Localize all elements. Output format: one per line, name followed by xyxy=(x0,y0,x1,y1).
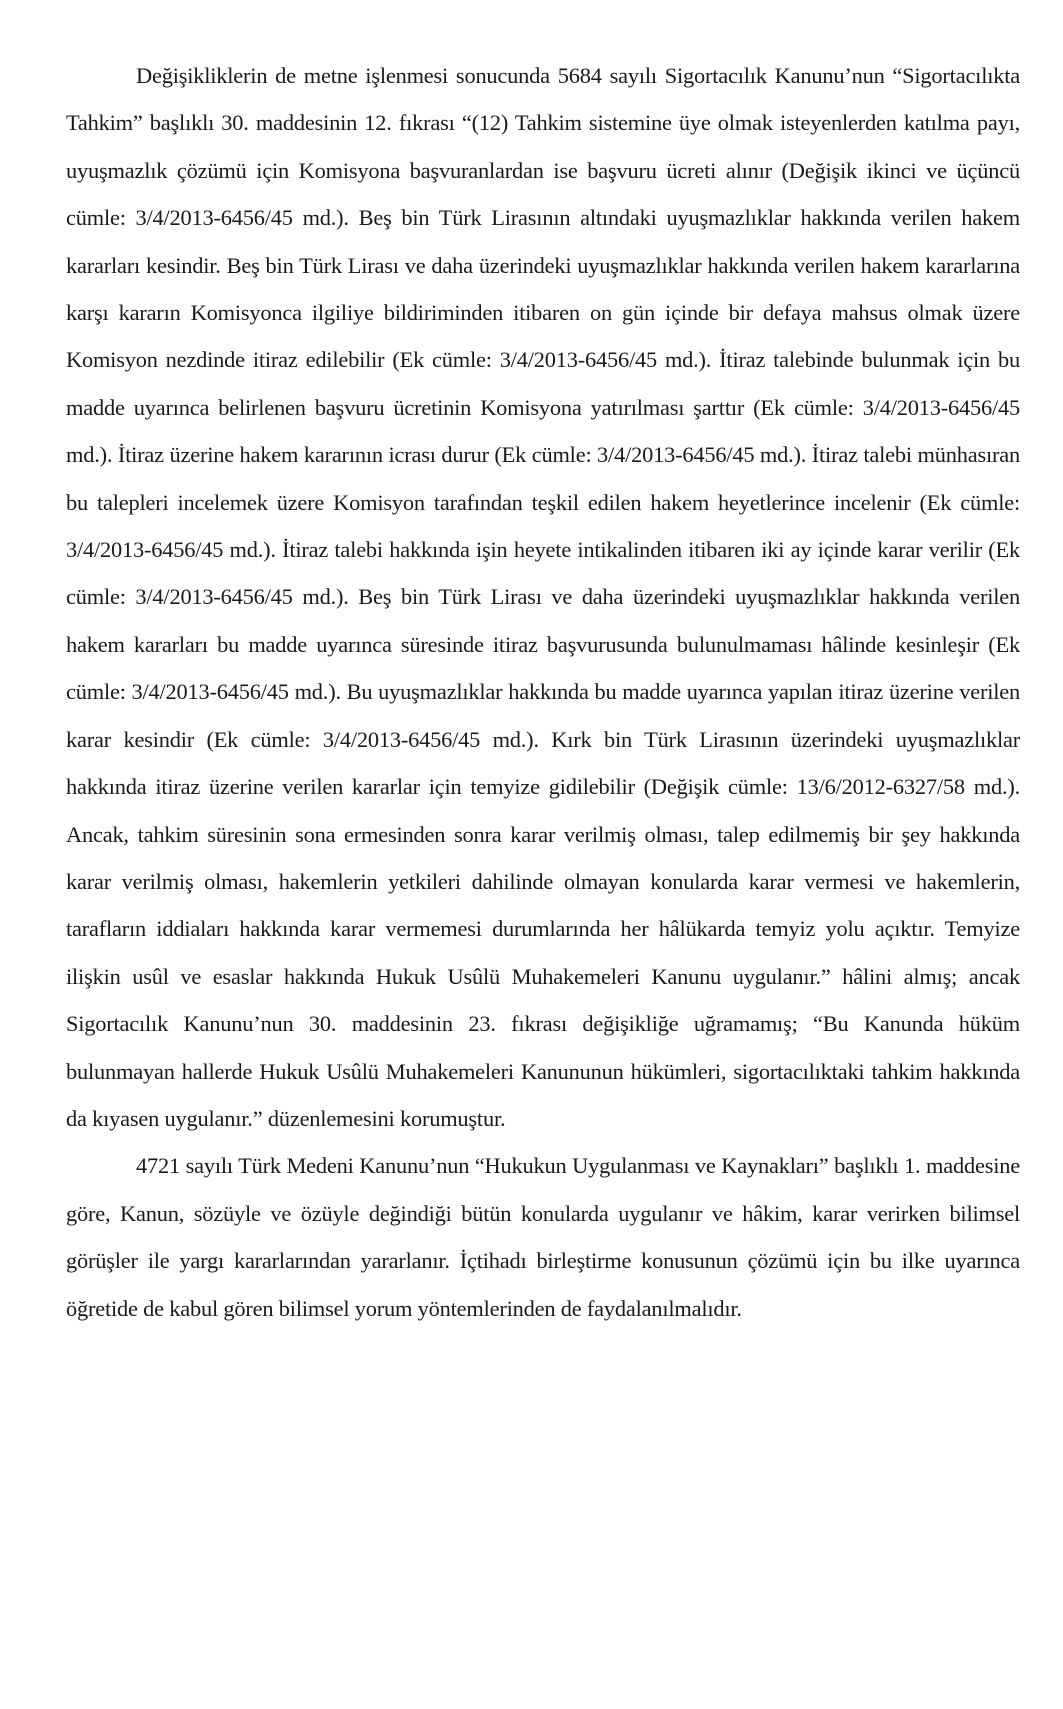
paragraph-civil-code: 4721 sayılı Türk Medeni Kanunu’nun “Hukukun Uygulanması ve Kaynakları” başlıklı 1. maddesine göre, Kanun, sözüyle ve özüyle değindiği bütün konularda uygulanır ve hâkim, karar verirken bilimsel görüşler ile yargı kararlarından yararlanır. İçtihadı birleştirme konusunun çözümü için bu ilke uyarınca öğretide de kabul gören bilimsel yorum yöntemlerinden de faydalanılmalıdır. xyxy=(66,1153,1020,1321)
paragraph-insurance-arbitration: Değişikliklerin de metne işlenmesi sonucunda 5684 sayılı Sigortacılık Kanunu’nun “Sigortacılıkta Tahkim” başlıklı 30. maddesinin 12. fıkrası “(12) Tahkim sistemine üye olmak isteyenlerden katılma payı, uyuşmazlık çözümü için Komisyona başvuranlardan ise başvuru ücreti alınır (Değişik ikinci ve üçüncü cümle: 3/4/2013-6456/45 md.). Beş bin Türk Lirasının altındaki uyuşmazlıklar hakkında verilen hakem kararları kesindir. Beş bin Türk Lirası ve daha üzerindeki uyuşmazlıklar hakkında verilen hakem kararlarına karşı kararın Komisyonca ilgiliye bildiriminden itibaren on gün içinde bir defaya mahsus olmak üzere Komisyon nezdinde itiraz edilebilir (Ek cümle: 3/4/2013-6456/45 md.). İtiraz talebinde bulunmak için bu madde uyarınca belirlenen başvuru ücretinin Komisyona yatırılması şarttır (Ek cümle: 3/4/2013-6456/45 md.). İtiraz üzerine hakem kararının icrası durur (Ek cümle: 3/4/2013-6456/45 md.). İtiraz talebi münhasıran bu talepleri incelemek üzere Komisyon tarafından teşkil edilen hakem heyetlerince incelenir (Ek cümle: 3/4/2013-6456/45 md.). İtiraz talebi hakkında işin heyete intikalinden itibaren iki ay içinde karar verilir (Ek cümle: 3/4/2013-6456/45 md.). Beş bin Türk Lirası ve daha üzerindeki uyuşmazlıklar hakkında verilen hakem kararları bu madde uyarınca süresinde itiraz başvurusunda bulunulmaması hâlinde kesinleşir (Ek cümle: 3/4/2013-6456/45 md.). Bu uyuşmazlıklar hakkında bu madde uyarınca yapılan itiraz üzerine verilen karar kesindir (Ek cümle: 3/4/2013-6456/45 md.). Kırk bin Türk Lirasının üzerindeki uyuşmazlıklar hakkında itiraz üzerine verilen kararlar için temyize gidilebilir (Değişik cümle: 13/6/2012-6327/58 md.). Ancak, tahkim süresinin sona ermesinden sonra karar verilmiş olması, talep edilmemiş bir şey hakkında karar verilmiş olması, hakemlerin yetkileri dahilinde olmayan konularda karar vermesi ve hakemlerin, tarafların iddiaları hakkında karar vermemesi durumlarında her hâlükarda temyiz yolu açıktır. Temyize ilişkin usûl ve esaslar hakkında Hukuk Usûlü Muhakemeleri Kanunu uygulanır.” hâlini almış; ancak Sigortacılık Kanunu’nun 30. maddesinin 23. fıkrası değişikliğe uğramamış; “Bu Kanunda hüküm bulunmayan hallerde Hukuk Usûlü Muhakemeleri Kanununun hükümleri, sigortacılıktaki tahkim hakkında da kıyasen uygulanır.” düzenlemesini korumuştur. xyxy=(66,63,1020,1131)
document-page xyxy=(66,52,1020,1332)
